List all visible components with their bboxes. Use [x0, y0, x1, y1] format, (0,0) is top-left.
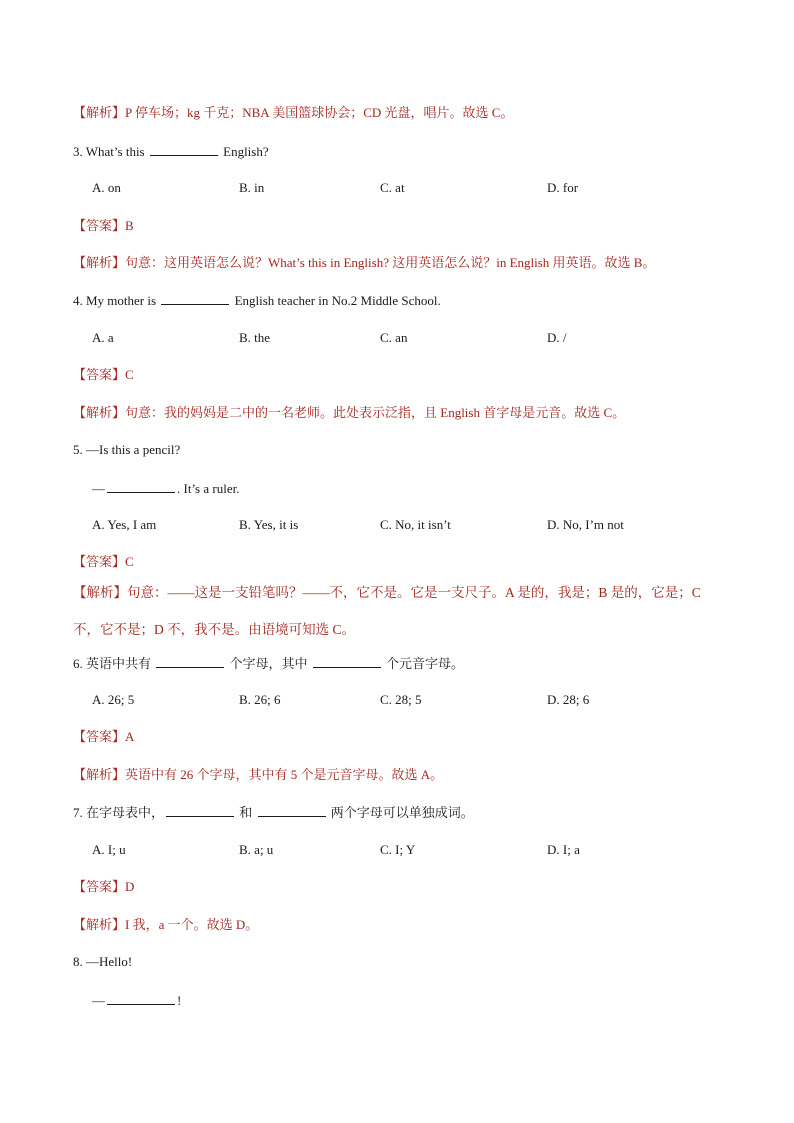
explanation-q4: 【解析】句意：我的妈妈是二中的一名老师。此处表示泛指，且 English 首字母是元音。故选 C。	[73, 405, 626, 420]
option-a: A. Yes, I am	[92, 517, 157, 532]
option-c: C. No, it isn’t	[380, 517, 451, 532]
option-c: C. an	[380, 330, 408, 345]
answer-blank	[156, 653, 224, 668]
question-3: 3. What’s this English?	[73, 141, 269, 162]
answer-blank	[150, 141, 218, 156]
option-d: D. 28; 6	[547, 692, 590, 707]
option-c: C. at	[380, 180, 405, 195]
explanation-q7: 【解析】I 我，a 一个。故选 D。	[73, 917, 259, 932]
option-a: A. I; u	[92, 842, 126, 857]
answer-blank	[166, 802, 234, 817]
answer-blank	[313, 653, 381, 668]
answer-blank	[107, 478, 175, 493]
option-d: D. for	[547, 180, 579, 195]
explanation-q6: 【解析】英语中有 26 个字母，其中有 5 个是元音字母。故选 A。	[73, 767, 444, 782]
option-d: D. I; a	[547, 842, 580, 857]
question-7: 7. 在字母表中， 和 两个字母可以单独成词。	[73, 802, 474, 823]
answer-q7: 【答案】D	[73, 879, 135, 894]
explanation-q3: 【解析】句意：这用英语怎么说？What’s this in English? 这用英语怎么说？in English 用英语。故选 B。	[73, 255, 656, 270]
answer-q5: 【答案】C	[73, 554, 134, 569]
question-8-reply: — !	[92, 990, 181, 1011]
option-b: B. in	[239, 180, 265, 195]
question-8: 8. —Hello!	[73, 954, 133, 969]
option-b: B. the	[239, 330, 271, 345]
option-b: B. 26; 6	[239, 692, 281, 707]
answer-blank	[107, 990, 175, 1005]
option-c: C. 28; 5	[380, 692, 422, 707]
question-5-reply: — . It’s a ruler.	[92, 478, 239, 499]
option-b: B. a; u	[239, 842, 274, 857]
option-d: D. /	[547, 330, 567, 345]
answer-blank	[161, 290, 229, 305]
answer-q6: 【答案】A	[73, 729, 135, 744]
option-b: B. Yes, it is	[239, 517, 299, 532]
option-d: D. No, I’m not	[547, 517, 624, 532]
answer-q4: 【答案】C	[73, 367, 134, 382]
explanation-q5-line2: 不，它不是；D 不，我不是。由语境可知选 C。	[73, 622, 356, 637]
option-a: A. on	[92, 180, 121, 195]
option-a: A. a	[92, 330, 114, 345]
option-a: A. 26; 5	[92, 692, 135, 707]
question-4: 4. My mother is English teacher in No.2 Middle School.	[73, 290, 441, 311]
question-6: 6. 英语中共有 个字母，其中 个元音字母。	[73, 653, 464, 674]
option-c: C. I; Y	[380, 842, 416, 857]
explanation-q5-line1: 【解析】句意：——这是一支铅笔吗？——不，它不是。它是一支尺子。A 是的，我是；B 是的，它是；C	[73, 585, 701, 600]
question-5: 5. —Is this a pencil?	[73, 442, 181, 457]
explanation-q2: 【解析】P 停车场；kg 千克；NBA 美国篮球协会；CD 光盘，唱片。故选 C。	[73, 105, 514, 120]
answer-q3: 【答案】B	[73, 218, 134, 233]
answer-blank	[258, 802, 326, 817]
